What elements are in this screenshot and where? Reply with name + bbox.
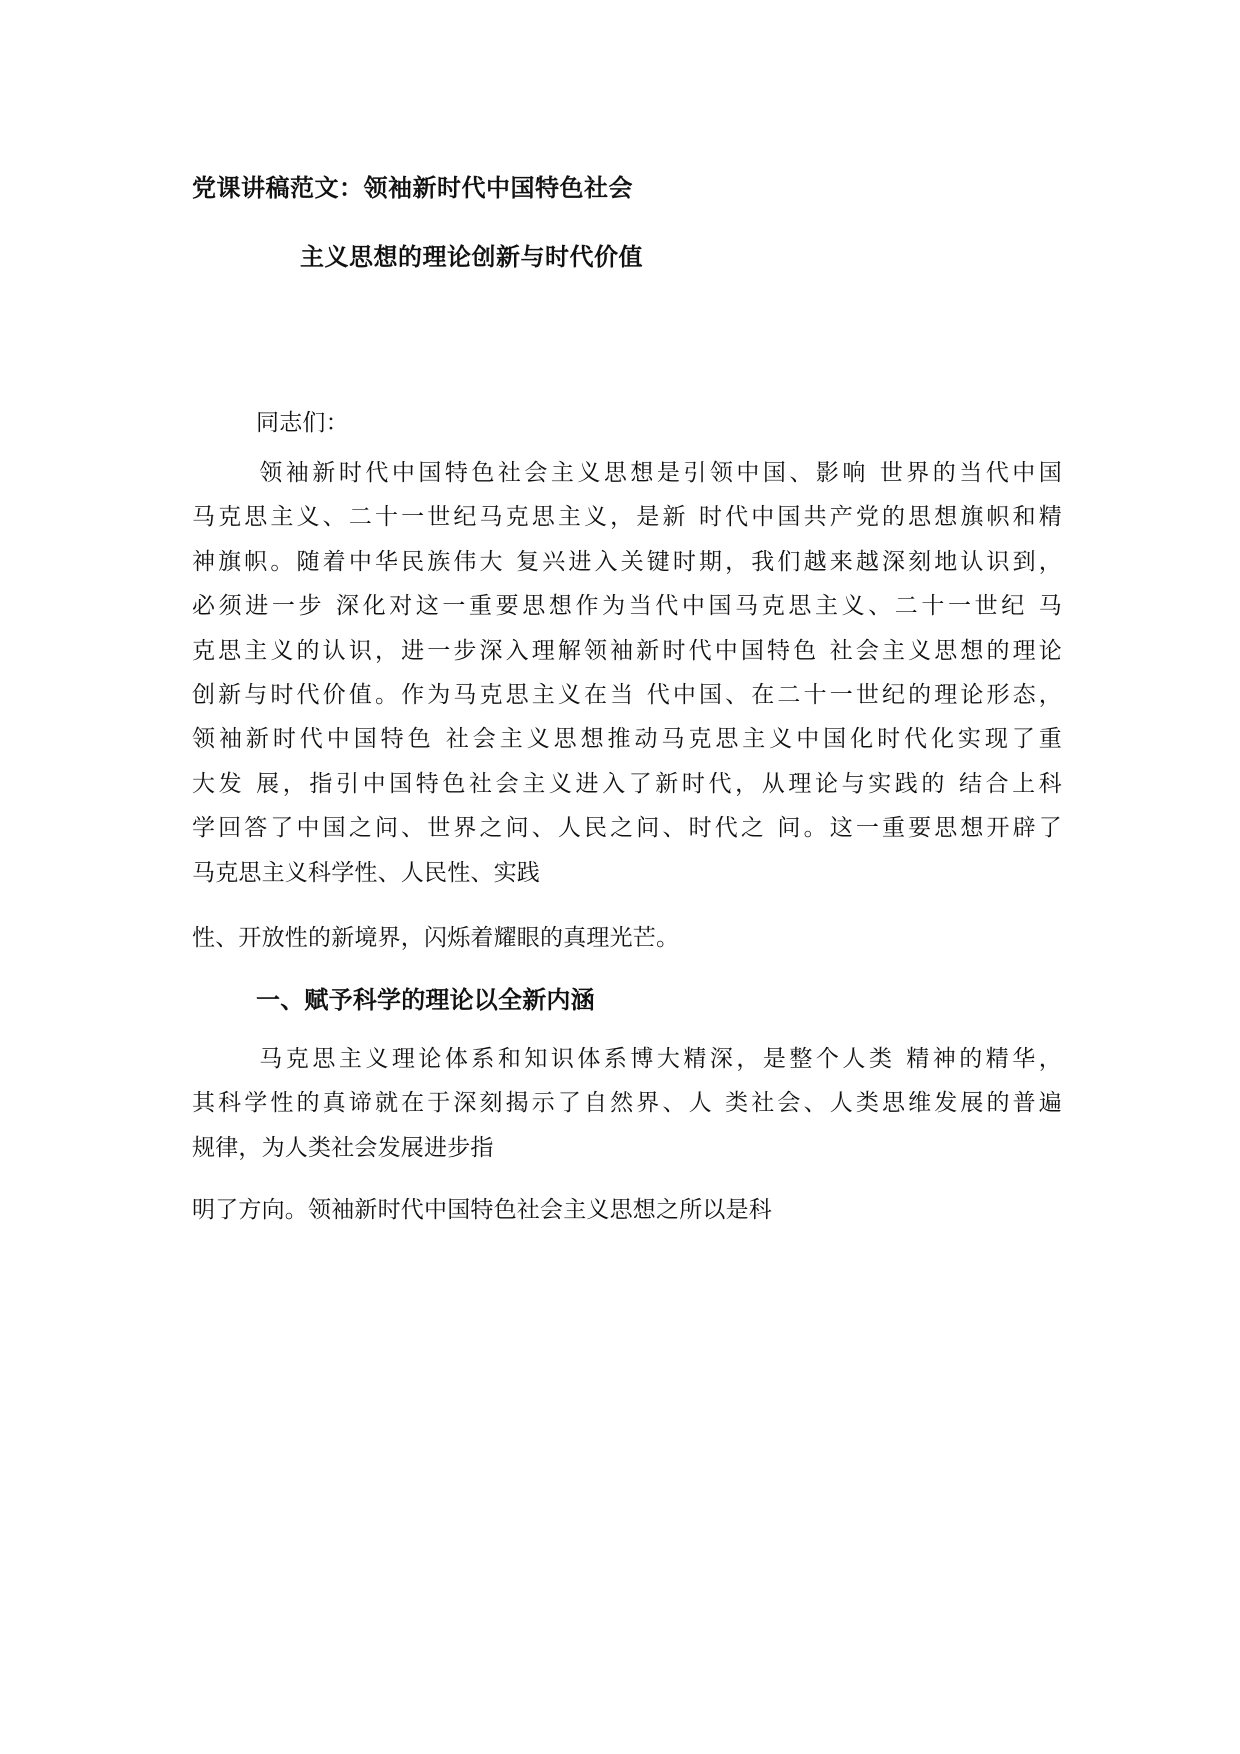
paragraph-1-line: 克思主义的认识，进一步深入理解领袖新时代中国特色 社会主义思想的理论 (192, 637, 1062, 664)
paragraph-1-continuation: 性、开放性的新境界，闪烁着耀眼的真理光芒。 (192, 925, 680, 951)
section-heading-1 (192, 978, 1062, 1022)
paragraph-1-line: 领袖新时代中国特色社会主义思想是引领中国、影响 世界的当代中国 (256, 460, 1062, 486)
paragraph-1-line: 大发 展，指引中国特色社会主义进入了新时代，从理论与实践的 结合上科 (192, 770, 1062, 797)
paragraph-1-line: 必须进一步 深化对这一重要思想作为当代中国马克思主义、二十一世纪 马 (192, 593, 1062, 620)
paragraph-2-line: 马克思主义理论体系和知识体系博大精深，是整个人类 精神的精华， (256, 1046, 1062, 1072)
document-title-line-1: 党课讲稿范文：领袖新时代中国特色社会 (192, 174, 633, 202)
paragraph-2 (192, 1037, 1062, 1170)
salutation-text: 同志们： (256, 410, 349, 436)
section-heading-1-text: 一、赋予科学的理论以全新内涵 (256, 986, 595, 1014)
paragraph-2-continuation: 明了方向。领袖新时代中国特色社会主义思想之所以是科 (192, 1197, 772, 1223)
paragraph-1 (192, 451, 1062, 895)
paragraph-1-line: 创新与时代价值。作为马克思主义在当 代中国、在二十一世纪的理论形态， (192, 682, 1062, 709)
paragraph-2-line: 规律，为人类社会发展进步指 (192, 1134, 494, 1161)
document-title-line-2: 主义思想的理论创新与时代价值 (300, 243, 643, 271)
paragraph-1-line: 领袖新时代中国特色 社会主义思想推动马克思主义中国化时代化实现了重 (192, 726, 1062, 753)
paragraph-1-line: 学回答了中国之问、世界之问、人民之问、时代之 问。这一重要思想开辟了 (192, 815, 1062, 842)
paragraph-1-line: 神旗帜。随着中华民族伟大 复兴进入关键时期，我们越来越深刻地认识到， (192, 548, 1062, 575)
paragraph-1-line: 马克思主义、二十一世纪马克思主义，是新 时代中国共产党的思想旗帜和精 (192, 504, 1062, 531)
paragraph-2-line: 其科学性的真谛就在于深刻揭示了自然界、人 类社会、人类思维发展的普遍 (192, 1090, 1062, 1117)
paragraph-1-line: 马克思主义科学性、人民性、实践 (192, 859, 540, 886)
salutation (192, 401, 1062, 445)
